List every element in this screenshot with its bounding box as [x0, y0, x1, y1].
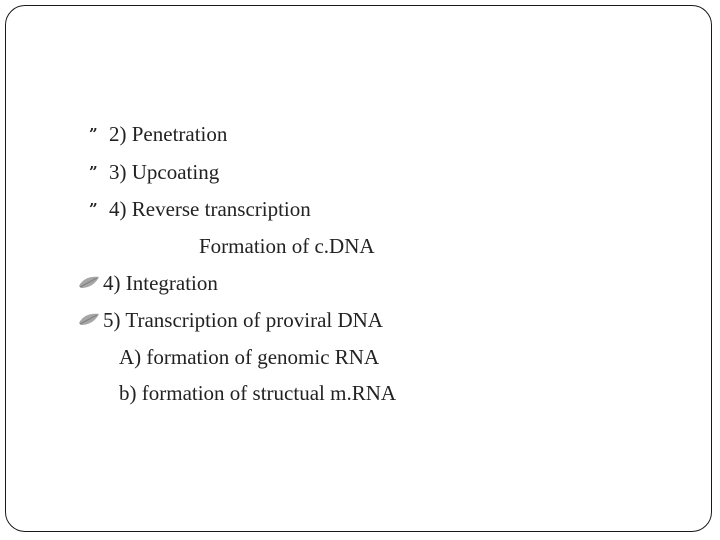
list-item	[89, 160, 220, 184]
list-item	[103, 308, 383, 332]
list-item-text: 5) Transcription of proviral DNA	[103, 308, 383, 332]
leaf-bullet-icon	[77, 311, 101, 329]
list-item	[89, 122, 228, 146]
quote-bullet-icon: ”	[89, 163, 98, 181]
list-item-text: 4) Integration	[103, 271, 218, 295]
list-item	[103, 271, 218, 295]
sub-note: b) formation of structual m.RNA	[119, 381, 397, 405]
quote-bullet-icon: ”	[89, 125, 98, 143]
list-item-text: 3) Upcoating	[109, 160, 220, 184]
list-item	[89, 197, 311, 221]
list-item-text: 4) Reverse transcription	[109, 197, 311, 221]
leaf-bullet-icon	[77, 274, 101, 292]
list-item-text: 2) Penetration	[109, 122, 228, 146]
sub-note: A) formation of genomic RNA	[119, 345, 380, 369]
quote-bullet-icon: ”	[89, 200, 98, 218]
slide-frame	[5, 5, 712, 532]
indented-note: Formation of c.DNA	[199, 234, 375, 258]
